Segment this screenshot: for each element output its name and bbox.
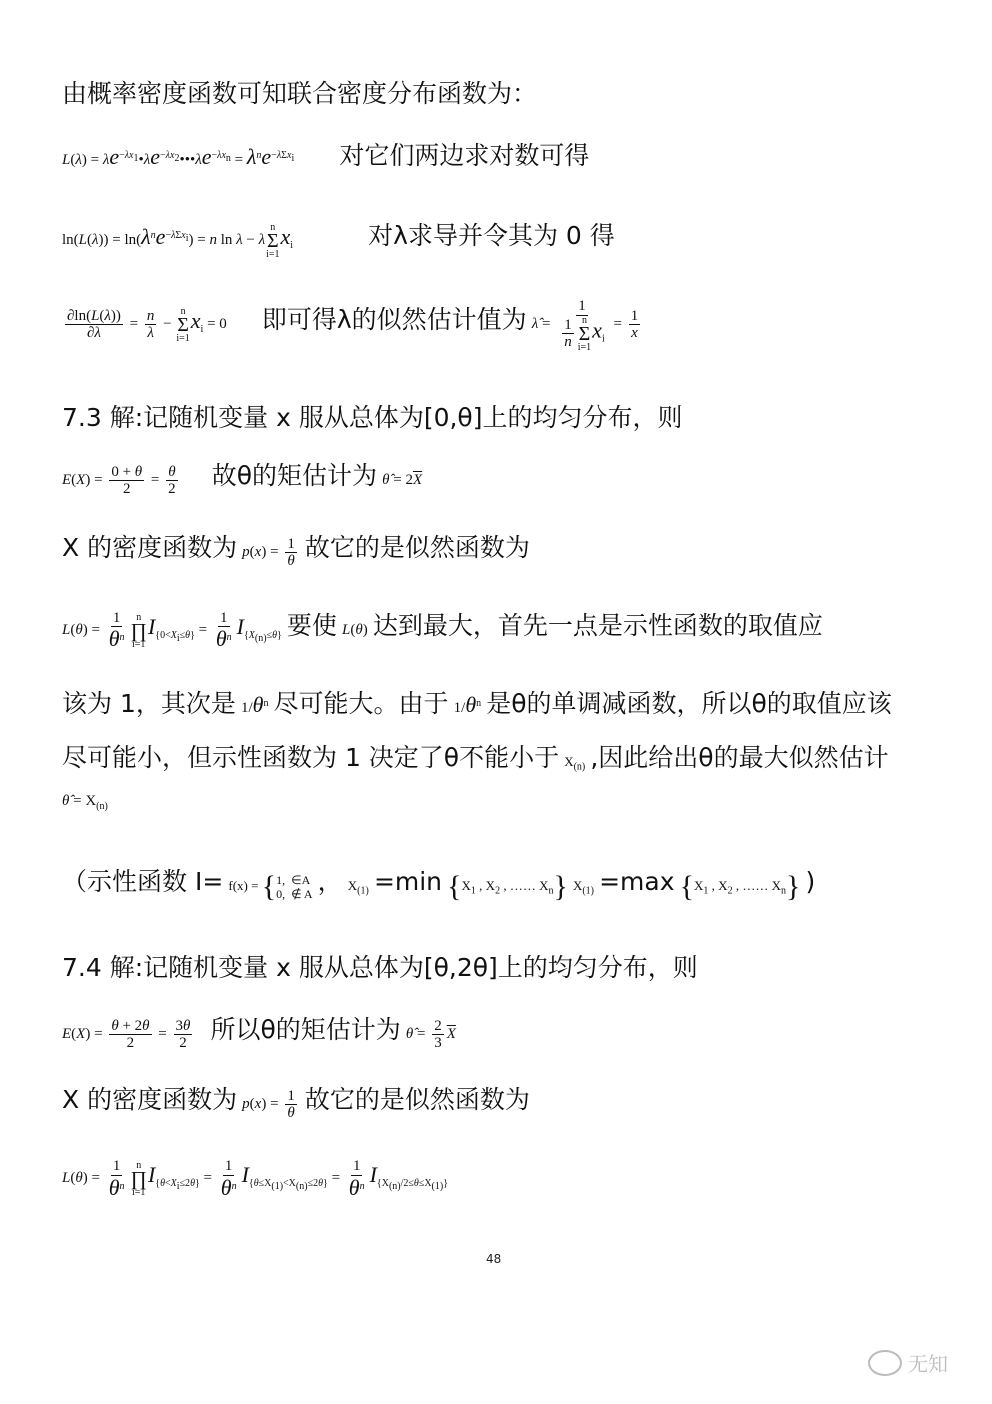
formula-max-set: {$X_1$ , $X_2$ , …… $X_n$} bbox=[679, 870, 801, 904]
formula-lambda-hat: λ̂ = 1 $\frac{1}{n}$ n Σ i=1 $x_i$ = $\frac{1}{x}$ bbox=[531, 298, 639, 353]
s73-p2b-text: 尽可能大。由于 bbox=[273, 689, 449, 718]
s74-likelihood-line bbox=[62, 1158, 448, 1200]
s73-likelihood-line bbox=[62, 606, 823, 651]
s73-p2a-text: 该为 1，其次是 bbox=[62, 689, 236, 718]
section-7-3-title: 7.3 解:记随机变量 x 服从总体为[0,θ]上的均匀分布，则 bbox=[62, 403, 683, 432]
s74-moment-text: 所以θ的矩估计为 bbox=[210, 1015, 401, 1044]
formula-L-theta-73: L(θ) = $\frac{1}{\theta^n}$ n ∏ i=1 $I_{\{0<X_i\le\theta\}}$ = $\frac{1}{\theta^n}$ $I_{\{X_{(n)}\le\theta\}}$ bbox=[62, 609, 282, 652]
mle-text: 即可得λ的似然估计值为 bbox=[261, 305, 527, 335]
formula-ln-L: $\ln(L(\lambda)) = \ln(\lambda^ne^{-\lambda\Sigma x_i}) = n$ ln λ − λ n Σ i=1 $x_i$ bbox=[62, 221, 294, 260]
formula-theta-hat-mle: θ̂ = $X_{(n)}$ bbox=[62, 793, 108, 812]
formula-X1-b: $X_{(1)}$ bbox=[572, 878, 595, 897]
formula-derivative: $\frac{\partial\ln(L(\lambda))}{\partial\lambda}$ = $\frac{n}{\lambda}$ − n Σ i=1 $x_i = 0$ bbox=[67, 305, 227, 344]
formula-L-theta-74: L(θ) = $\frac{1}{\theta^n}$ n ∏ i=1 $I_{\{\theta<X_i\le 2\theta\}}$ = $\frac{1}{\theta^n}$ $I_{\{\theta\le X_{(1)}<X_{(n)}\le 2\theta\}}$ = $\frac{1}{\theta^n}$ $I_{\{X_{(n)}/2\le\theta\le X_{(1)}\}}$ bbox=[62, 1158, 449, 1200]
s73-note-max: =max bbox=[599, 867, 675, 896]
formula-min-set: {$X_1$ , $X_2$ , …… $X_n$} bbox=[447, 870, 568, 904]
s73-p2-line bbox=[62, 684, 892, 720]
s74-density-line bbox=[62, 1080, 530, 1122]
formula-one-over-theta-n-a: $1/\theta^n$ bbox=[240, 692, 269, 717]
derivative-text: 对λ求导并令其为 0 得 bbox=[368, 221, 615, 250]
s73-note-line bbox=[62, 862, 815, 904]
s73-p3-text: 尽可能小，但示性函数为 1 决定了θ不能小于 bbox=[62, 743, 560, 772]
close-paren: ) bbox=[805, 867, 816, 896]
joint-density-formula bbox=[62, 136, 589, 172]
s73-p2c-text: 是θ的单调减函数，所以θ的取值应该 bbox=[486, 689, 892, 718]
formula-L-theta-inline: L(θ) bbox=[342, 622, 368, 638]
formula-px-73: p(x) = $\frac{1}{\theta}$ bbox=[242, 535, 295, 570]
watermark bbox=[868, 1348, 948, 1377]
s73-likelihood-intro: 故它的是似然函数为 bbox=[304, 533, 530, 562]
s73-note-open: （示性函数 I= bbox=[62, 867, 224, 896]
section-7-4-title: 7.4 解:记随机变量 x 服从总体为[θ,2θ]上的均匀分布，则 bbox=[62, 953, 698, 982]
s73-note-min: =min bbox=[373, 867, 443, 896]
log-both-sides-text: 对它们两边求对数可得 bbox=[339, 141, 590, 170]
formula-X-n: $X_{(n)}$ bbox=[564, 754, 586, 773]
formula-px-74: p(x) = $\frac{1}{\theta}$ bbox=[242, 1087, 295, 1122]
intro-line: 由概率密度函数可知联合密度分布函数为： bbox=[62, 79, 538, 108]
s73-mle-result bbox=[62, 790, 108, 812]
s73-p3-line bbox=[62, 738, 889, 774]
page-number: 48 bbox=[486, 1252, 502, 1266]
formula-one-over-theta-n-b: $1/\theta^n$ bbox=[453, 692, 482, 717]
s74-moment-line bbox=[62, 1010, 456, 1052]
s73-moment-text: 故θ的矩估计为 bbox=[211, 461, 378, 490]
s73-p1b-text: 达到最大，首先一点是示性函数的取值应 bbox=[372, 611, 823, 640]
derivative-formula bbox=[62, 298, 643, 352]
formula-E-X-73: E(X) = $\frac{0 + \theta}{2}$ = $\frac{\theta}{2}$ bbox=[62, 463, 176, 498]
comma-sep: ， bbox=[317, 867, 343, 896]
s73-p1-text: 要使 bbox=[286, 611, 337, 640]
formula-X1: $X_{(1)}$ bbox=[347, 878, 369, 897]
formula-theta-hat-74: θ̂ = $\frac{2}{3}$ $\overline{X}$ bbox=[405, 1017, 456, 1052]
s74-likelihood-intro: 故它的是似然函数为 bbox=[304, 1085, 530, 1114]
s74-density-text: X 的密度函数为 bbox=[62, 1085, 238, 1114]
formula-indicator-def: f(x) = { 1, ∈A 0, ∉ A bbox=[228, 870, 313, 904]
formula-E-X-74: E(X) = $\frac{\theta + 2\theta}{2}$ = $\frac{3\theta}{2}$ bbox=[62, 1017, 191, 1052]
watermark-label: 无知 bbox=[908, 1352, 948, 1376]
s73-density-text: X 的密度函数为 bbox=[62, 533, 238, 562]
formula-L-lambda: $L(\lambda) = \lambda e^{-\lambda x_1}•\lambda e^{-\lambda x_2}•••\lambda e^{-\lambda x_n} = \lambda^ne^{-\lambda\Sigma x_i}$ bbox=[62, 144, 295, 169]
wechat-icon bbox=[868, 1350, 902, 1376]
formula-theta-hat-73: θ̂ = $2\overline{X}$ bbox=[382, 472, 423, 488]
log-likelihood-formula bbox=[62, 216, 615, 259]
s73-moment-line bbox=[62, 456, 422, 498]
s73-p3b-text: ,因此给出θ的最大似然估计 bbox=[590, 743, 889, 772]
s73-density-line bbox=[62, 528, 530, 570]
